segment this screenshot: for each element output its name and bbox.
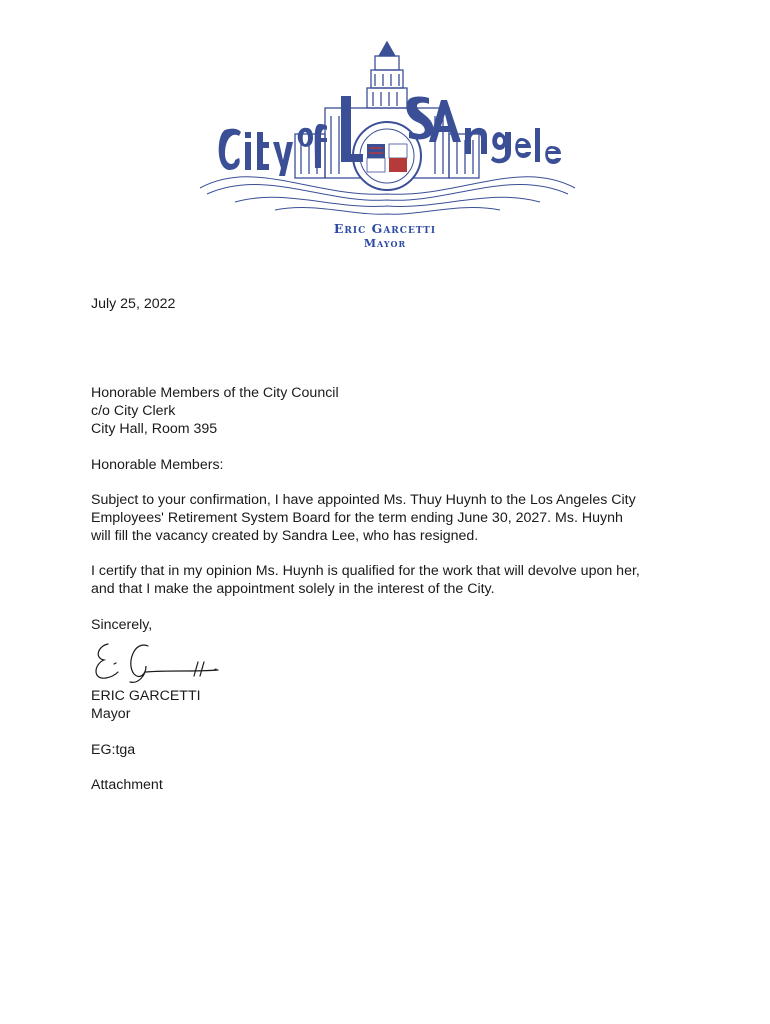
- address-line: c/o City Clerk: [91, 403, 176, 419]
- signature: [90, 636, 230, 688]
- address-line: Honorable Members of the City Council: [91, 385, 339, 401]
- mayor-title: Mayor: [363, 237, 407, 250]
- enclosure-note: Attachment: [91, 777, 163, 793]
- city-of-los-angeles-logo: [195, 38, 580, 218]
- paragraph-line: Subject to your confirmation, I have appointed Ms. Thuy Huynh to the Los Angeles City: [91, 492, 636, 508]
- mayor-name: Eric Garcetti: [333, 221, 437, 236]
- paragraph-line: and that I make the appointment solely in the interest of the City.: [91, 581, 495, 597]
- paragraph-line: I certify that in my opinion Ms. Huynh is qualified for the work that will devolve upon her,: [91, 563, 640, 579]
- salutation: Honorable Members:: [91, 457, 224, 473]
- paragraph-line: Employees' Retirement System Board for the term ending June 30, 2027. Ms. Huynh: [91, 510, 623, 526]
- letterhead: [0, 0, 770, 260]
- address-line: City Hall, Room 395: [91, 421, 218, 437]
- closing: Sincerely,: [91, 617, 153, 633]
- signer-name: ERIC GARCETTI: [91, 688, 201, 704]
- letter-date: July 25, 2022: [91, 296, 176, 312]
- signer-title: Mayor: [91, 706, 131, 722]
- reference-initials: EG:tga: [91, 742, 136, 758]
- paragraph-line: will fill the vacancy created by Sandra Lee, who has resigned.: [91, 528, 479, 544]
